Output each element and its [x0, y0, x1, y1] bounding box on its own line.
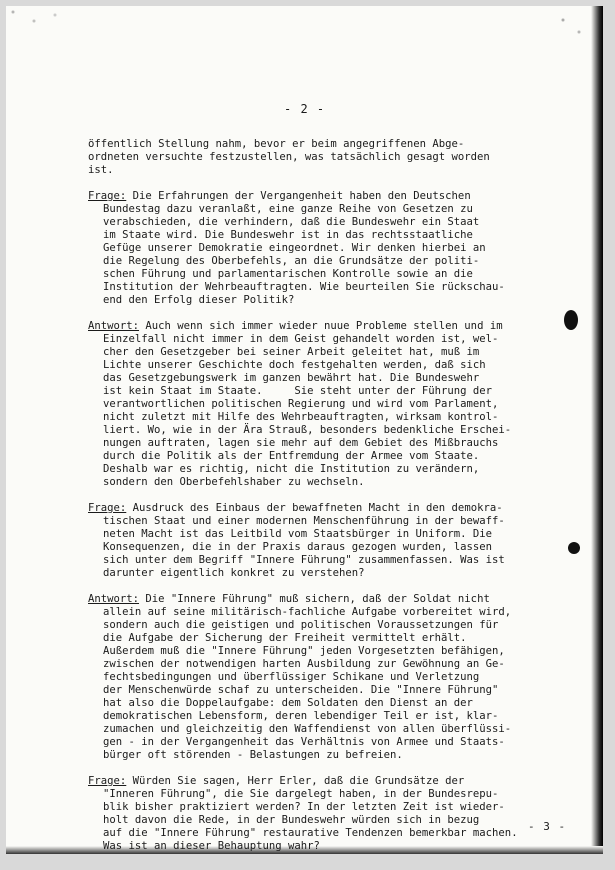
text-line [88, 203, 566, 216]
text-line [88, 827, 566, 840]
line-text: ist kein Staat im Staate. Sie steht unter der Führung der [103, 385, 493, 397]
text-line [88, 645, 566, 658]
text-line [88, 151, 566, 164]
text-line [88, 216, 566, 229]
text-line [88, 606, 566, 619]
text-line [88, 424, 566, 437]
line-text: der Menschenwürde schaf zu unterscheiden. Die "Innere Führung" [103, 684, 499, 696]
line-text: Die "Innere Führung" muß sichern, daß der Soldat nicht [139, 593, 490, 605]
line-text: "Inneren Führung", die Sie dargelegt haben, in der Bundesrepu- [103, 788, 499, 800]
text-line [88, 710, 566, 723]
line-text: nungen auftraten, lagen sie mehr auf dem Gebiet des Mißbrauchs [103, 437, 499, 449]
text-line [88, 814, 566, 827]
answer-block [88, 320, 566, 489]
text-line [88, 567, 566, 580]
punch-hole-mark [564, 310, 578, 330]
next-page-marker: - 3 - [528, 820, 567, 833]
line-text: sondern auch die geistigen und politischen Voraussetzungen für [103, 619, 499, 631]
text-line [88, 450, 566, 463]
line-text: zumachen und gleichzeitig den Waffendienst von allen überflüssi- [103, 723, 512, 735]
text-line [88, 255, 566, 268]
text-line [88, 281, 566, 294]
line-text: ist. [88, 164, 114, 176]
question-block [88, 190, 566, 307]
line-text: schen Führung und parlamentarischen Kontrolle sowie an die [103, 268, 473, 280]
text-line [88, 632, 566, 645]
line-text: sich unter dem Begriff "Innere Führung" zusammenfassen. Was ist [103, 554, 505, 566]
line-text: ordneten versuchte festzustellen, was tatsächlich gesagt worden [88, 151, 490, 163]
text-line [88, 294, 566, 307]
line-text: verabschieden, die verhindern, daß die Bundeswehr ein Staat [103, 216, 480, 228]
continuation-block [88, 138, 566, 177]
line-text: fechtsbedingungen und überflüssiger Schikane und Verletzung [103, 671, 480, 683]
text-line [88, 593, 566, 606]
answer-label: Antwort: [88, 593, 140, 605]
text-line [88, 398, 566, 411]
line-text: Konsequenzen, die in der Praxis daraus gezogen wurden, lassen [103, 541, 493, 553]
text-line [88, 749, 566, 762]
line-text: Institution der Wehrbeauftragten. Wie beurteilen Sie rückschau- [103, 281, 505, 293]
text-line [88, 463, 566, 476]
line-text: Lichte unserer Geschichte doch festgehalten werden, daß sich [103, 359, 486, 371]
text-line [88, 775, 566, 788]
line-text: Auch wenn sich immer wieder nuue Probleme stellen und im [139, 320, 503, 332]
line-text: liert. Wo, wie in der Ära Strauß, besonders bedenkliche Erschei- [103, 424, 512, 436]
text-line [88, 372, 566, 385]
answer-label: Antwort: [88, 320, 140, 332]
line-text: cher den Gesetzgeber bei seiner Arbeit geleitet hat, muß im [103, 346, 480, 358]
text-line [88, 190, 566, 203]
line-text: demokratischen Lebensform, deren lebendiger Teil er ist, klar- [103, 710, 499, 722]
text-line [88, 684, 566, 697]
text-line [88, 723, 566, 736]
text-line [88, 788, 566, 801]
answer-block [88, 593, 566, 762]
line-text: durch die Politik als der Entfremdung der Armee vom Staate. [103, 450, 480, 462]
line-text: blik bisher praktiziert werden? In der letzten Zeit ist wieder- [103, 801, 505, 813]
text-line [88, 138, 566, 151]
line-text: Deshalb war es richtig, nicht die Institution zu verändern, [103, 463, 480, 475]
line-text: end den Erfolg dieser Politik? [103, 294, 295, 306]
text-line [88, 658, 566, 671]
document-body [88, 138, 566, 854]
line-text: auf die "Innere Führung" restaurative Tendenzen bemerkbar machen. [103, 827, 518, 839]
text-line [88, 411, 566, 424]
line-text: die Aufgabe der Sicherung der Freiheit vermittelt erhält. [103, 632, 467, 644]
scan-speckle [6, 6, 76, 36]
line-text: zwischen der notwendigen harten Ausbildung zur Gewöhnung an Ge- [103, 658, 505, 670]
line-text: nicht zuletzt mit Hilfe des Wehrbeauftragten, wirksam kontrol- [103, 411, 499, 423]
text-line [88, 671, 566, 684]
line-text: öffentlich Stellung nahm, bevor er beim angegriffenen Abge- [88, 138, 465, 150]
line-text: im Staate wird. Die Bundeswehr ist in das rechtsstaatliche [103, 229, 473, 241]
line-text: tischen Staat und einer modernen Menschenführung in der bewaff- [103, 515, 505, 527]
text-line [88, 333, 566, 346]
text-line [88, 476, 566, 489]
scan-edge-shadow [591, 6, 603, 854]
line-text: allein auf seine militärisch-fachliche Aufgabe vorbereitet wird, [103, 606, 512, 618]
line-text: holt davon die Rede, in der Bundeswehr würden sich in bezug [103, 814, 480, 826]
line-text: Würden Sie sagen, Herr Erler, daß die Grundsätze der [126, 775, 465, 787]
text-line [88, 346, 566, 359]
line-text: Bundestag dazu veranlaßt, eine ganze Reihe von Gesetzen zu [103, 203, 473, 215]
line-text: neten Macht ist das Leitbild vom Staatsbürger in Uniform. Die [103, 528, 493, 540]
question-block [88, 775, 566, 853]
text-line [88, 619, 566, 632]
text-line [88, 736, 566, 749]
text-line [88, 515, 566, 528]
text-line [88, 528, 566, 541]
scan-speckle [551, 8, 591, 48]
text-line [88, 268, 566, 281]
line-text: Gefüge unserer Demokratie eingeordnet. Wir denken hierbei an [103, 242, 486, 254]
line-text: das Gesetzgebungswerk im ganzen bewährt hat. Die Bundeswehr [103, 372, 480, 384]
line-text: sondern den Oberbefehlshaber zu wechseln. [103, 476, 365, 488]
text-line [88, 229, 566, 242]
line-text: darunter eigentlich konkret zu verstehen? [103, 567, 365, 579]
document-page [6, 6, 603, 854]
line-text: gen - in der Vergangenheit das Verhältnis von Armee und Staats- [103, 736, 505, 748]
question-block [88, 502, 566, 580]
line-text: die Regelung des Oberbefehls, an die Grundsätze der politi- [103, 255, 480, 267]
line-text: Die Erfahrungen der Vergangenheit haben den Deutschen [126, 190, 471, 202]
text-line [88, 697, 566, 710]
text-line [88, 437, 566, 450]
text-line [88, 502, 566, 515]
question-label: Frage: [88, 190, 127, 202]
line-text: Ausdruck des Einbaus der bewaffneten Macht in den demokra- [126, 502, 503, 514]
text-line [88, 801, 566, 814]
text-line [88, 541, 566, 554]
line-text: hat also die Doppelaufgabe: dem Soldaten den Dienst an der [103, 697, 473, 709]
text-line [88, 242, 566, 255]
text-line [88, 385, 566, 398]
text-line [88, 359, 566, 372]
text-line [88, 840, 566, 853]
line-text: Was ist an dieser Behauptung wahr? [103, 840, 320, 852]
ink-blot-mark [568, 542, 580, 554]
text-line [88, 554, 566, 567]
question-label: Frage: [88, 775, 127, 787]
line-text: Einzelfall nicht immer in dem Geist gehandelt worden ist, wel- [103, 333, 499, 345]
line-text: bürger oft störenden - Belastungen zu befreien. [103, 749, 403, 761]
line-text: verantwortlichen politischen Regierung und wird vom Parlament, [103, 398, 499, 410]
text-line [88, 320, 566, 333]
text-line [88, 164, 566, 177]
line-text: Außerdem muß die "Innere Führung" jeden Vorgesetzten befähigen, [103, 645, 505, 657]
page-number: - 2 - [284, 102, 326, 116]
question-label: Frage: [88, 502, 127, 514]
